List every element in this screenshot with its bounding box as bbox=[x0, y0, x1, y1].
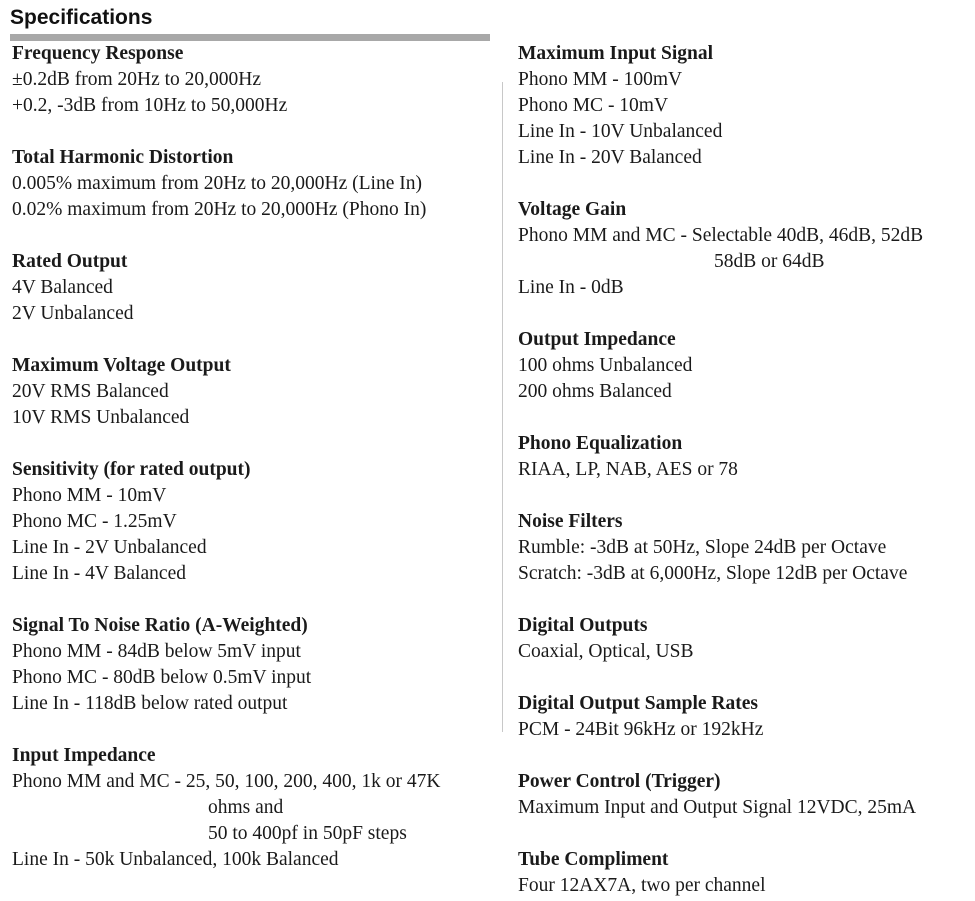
spacer bbox=[12, 431, 440, 457]
spec-line: Phono MC - 10mV bbox=[518, 95, 669, 116]
title-underline-rule bbox=[10, 34, 490, 41]
spec-line: 0.005% maximum from 20Hz to 20,000Hz (Line In) bbox=[12, 173, 422, 194]
spec-sensitivity bbox=[12, 457, 440, 587]
spacer bbox=[518, 743, 923, 769]
spec-line: Line In - 0dB bbox=[518, 277, 624, 298]
spec-line: Rumble: -3dB at 50Hz, Slope 24dB per Octave bbox=[518, 537, 887, 558]
spec-line: 20V RMS Balanced bbox=[12, 381, 169, 402]
spec-line: PCM - 24Bit 96kHz or 192kHz bbox=[518, 719, 764, 740]
spec-line: Phono MC - 80dB below 0.5mV input bbox=[12, 667, 312, 688]
spec-line: 4V Balanced bbox=[12, 277, 113, 298]
spacer bbox=[12, 119, 440, 145]
spacer bbox=[518, 405, 923, 431]
spec-rated-output bbox=[12, 249, 440, 327]
column-divider bbox=[502, 82, 503, 732]
spacer bbox=[518, 665, 923, 691]
spec-frequency-response bbox=[12, 41, 440, 119]
spacer bbox=[12, 717, 440, 743]
spec-output-impedance bbox=[518, 327, 923, 405]
spec-title: Frequency Response bbox=[12, 43, 184, 64]
spec-line: Line In - 50k Unbalanced, 100k Balanced bbox=[12, 849, 339, 870]
spec-line: 100 ohms Unbalanced bbox=[518, 355, 693, 376]
spacer bbox=[12, 587, 440, 613]
spec-line: Phono MM - 84dB below 5mV input bbox=[12, 641, 301, 662]
spec-line: Scratch: -3dB at 6,000Hz, Slope 12dB per Octave bbox=[518, 563, 908, 584]
spec-line: Line In - 2V Unbalanced bbox=[12, 537, 207, 558]
spacer bbox=[518, 301, 923, 327]
spec-line: 2V Unbalanced bbox=[12, 303, 134, 324]
spec-line: 10V RMS Unbalanced bbox=[12, 407, 190, 428]
spec-total-harmonic-distortion bbox=[12, 145, 440, 223]
spec-line: Four 12AX7A, two per channel bbox=[518, 875, 766, 896]
spacer bbox=[518, 587, 923, 613]
spec-line: Phono MM and MC - 25, 50, 100, 200, 400, 1k or 47K bbox=[12, 771, 441, 792]
spec-line: 58dB or 64dB bbox=[714, 251, 825, 272]
spec-signal-to-noise-ratio bbox=[12, 613, 440, 717]
spacer bbox=[12, 223, 440, 249]
spec-input-impedance bbox=[12, 743, 440, 873]
spec-title: Digital Outputs bbox=[518, 615, 648, 636]
spec-title: Phono Equalization bbox=[518, 433, 683, 454]
spec-title: Maximum Input Signal bbox=[518, 43, 714, 64]
spacer bbox=[518, 821, 923, 847]
spec-phono-equalization bbox=[518, 431, 923, 483]
spec-tube-compliment bbox=[518, 847, 923, 899]
spec-line: RIAA, LP, NAB, AES or 78 bbox=[518, 459, 738, 480]
spec-voltage-gain bbox=[518, 197, 923, 301]
spec-title: Digital Output Sample Rates bbox=[518, 693, 758, 714]
spec-line: 50 to 400pf in 50pF steps bbox=[208, 823, 407, 844]
spec-line: Phono MC - 1.25mV bbox=[12, 511, 177, 532]
spec-maximum-voltage-output bbox=[12, 353, 440, 431]
spec-power-control bbox=[518, 769, 923, 821]
spec-line: ±0.2dB from 20Hz to 20,000Hz bbox=[12, 69, 262, 90]
page-title: Specifications bbox=[10, 6, 153, 29]
spec-line: Line In - 20V Balanced bbox=[518, 147, 702, 168]
specifications-header bbox=[10, 4, 490, 41]
spacer bbox=[518, 483, 923, 509]
spec-line: Line In - 10V Unbalanced bbox=[518, 121, 723, 142]
right-column bbox=[518, 41, 923, 899]
spec-title: Signal To Noise Ratio (A-Weighted) bbox=[12, 615, 308, 636]
spec-title: Tube Compliment bbox=[518, 849, 669, 870]
spec-digital-outputs bbox=[518, 613, 923, 665]
spec-line: Phono MM - 10mV bbox=[12, 485, 167, 506]
spec-line: ohms and bbox=[208, 797, 284, 818]
spec-line: Maximum Input and Output Signal 12VDC, 25mA bbox=[518, 797, 917, 818]
spec-line: Phono MM and MC - Selectable 40dB, 46dB, 52dB bbox=[518, 225, 924, 246]
spec-line: Phono MM - 100mV bbox=[518, 69, 683, 90]
spec-title: Rated Output bbox=[12, 251, 128, 272]
spec-line: 200 ohms Balanced bbox=[518, 381, 672, 402]
spacer bbox=[12, 327, 440, 353]
left-column bbox=[12, 41, 440, 873]
spec-title: Voltage Gain bbox=[518, 199, 627, 220]
spec-maximum-input-signal bbox=[518, 41, 923, 171]
spec-line: Line In - 118dB below rated output bbox=[12, 693, 288, 714]
spec-title: Power Control (Trigger) bbox=[518, 771, 721, 792]
spec-noise-filters bbox=[518, 509, 923, 587]
spec-title: Total Harmonic Distortion bbox=[12, 147, 234, 168]
spec-line: Line In - 4V Balanced bbox=[12, 563, 186, 584]
spec-title: Input Impedance bbox=[12, 745, 156, 766]
spec-line: +0.2, -3dB from 10Hz to 50,000Hz bbox=[12, 95, 288, 116]
spec-title: Noise Filters bbox=[518, 511, 623, 532]
spec-line: Coaxial, Optical, USB bbox=[518, 641, 694, 662]
spec-title: Output Impedance bbox=[518, 329, 676, 350]
spec-line: 0.02% maximum from 20Hz to 20,000Hz (Phono In) bbox=[12, 199, 427, 220]
spec-digital-output-sample-rates bbox=[518, 691, 923, 743]
spec-title: Sensitivity (for rated output) bbox=[12, 459, 251, 480]
spacer bbox=[518, 171, 923, 197]
spec-title: Maximum Voltage Output bbox=[12, 355, 231, 376]
